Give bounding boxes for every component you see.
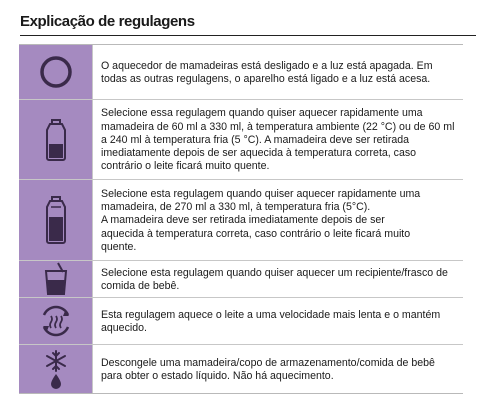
setting-description [93, 261, 463, 297]
setting-description [93, 100, 463, 179]
setting-row-off [19, 45, 463, 99]
icon-cell [19, 180, 93, 260]
slow-warm-cycle-icon [38, 303, 74, 339]
setting-text: Descongele uma mamadeira/copo de armazenamento/comida de bebê para obter o estado líquido. Não há aquecimento. [101, 356, 435, 382]
setting-text: Esta regulagem aquece o leite a uma velocidade mais lenta e o mantém aquecido. [101, 308, 441, 334]
setting-text: Selecione essa regulagem quando quiser aquecer rapidamente uma mamadeira de 60 ml a 330 ml, à temperatura ambiente (22 °C) ou de 60 ml a 240 ml à temperatura fria (5 °C). A mamadeira deve ser retirada imediatamente depois de ser aquecida à temperatura correta, caso contrário o leite ficará muito quente. [101, 107, 455, 173]
icon-cell [19, 298, 93, 344]
setting-description [93, 298, 463, 344]
setting-text: O aquecedor de mamadeiras está desligado e a luz está apagada. Em todas as outras regulagens, o aparelho está ligado e a luz está acesa. [101, 59, 433, 85]
icon-cell [19, 345, 93, 393]
setting-description [93, 45, 463, 99]
setting-row-slow-warm [19, 297, 463, 344]
icon-cell [19, 100, 93, 179]
large-bottle-icon [41, 195, 71, 245]
setting-row-small-bottle [19, 99, 463, 179]
icon-cell [19, 45, 93, 99]
setting-row-defrost [19, 344, 463, 393]
cup-icon [41, 262, 71, 296]
setting-description [93, 345, 463, 393]
setting-row-large-bottle [19, 179, 463, 260]
setting-description [93, 180, 463, 260]
setting-row-cup [19, 260, 463, 297]
setting-text: Selecione esta regulagem quando quiser aquecer rapidamente uma mamadeira, de 270 ml a 330 ml, à temperatura fria (5°C). A mamadeira deve ser retirada imediatamente depois de ser aquecida à temperatura correta, caso contrário o leite ficará muito quente. [101, 187, 421, 253]
settings-table [19, 44, 463, 394]
power-off-ring-icon [38, 54, 74, 90]
icon-cell [19, 261, 93, 297]
defrost-snowflake-drop-icon [40, 349, 72, 389]
page-title: Explicação de regulagens [20, 13, 195, 30]
small-bottle-icon [41, 117, 71, 163]
setting-text: Selecione esta regulagem quando quiser aquecer um recipiente/frasco de comida de bebê. [101, 266, 448, 292]
title-row [20, 13, 476, 36]
